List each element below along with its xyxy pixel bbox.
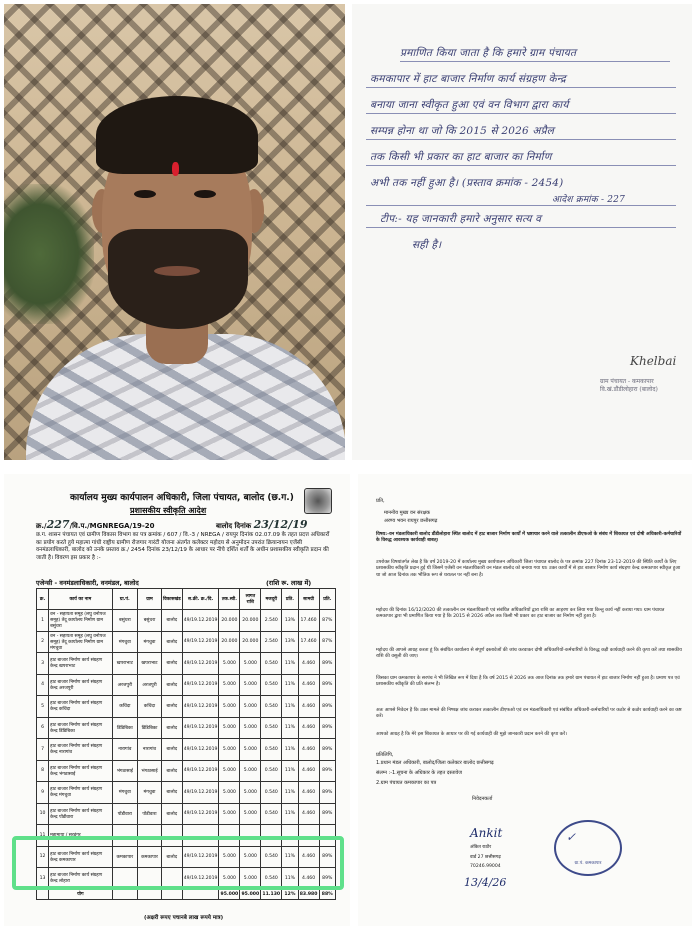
table-cell: भंगठासाई (138, 760, 162, 782)
table-cell: बालोद (161, 782, 182, 804)
table-cell: 49/19.12.2019 (182, 696, 219, 718)
table-cell: अरजपुरी (138, 674, 162, 696)
table-row (37, 674, 336, 696)
table-row (37, 696, 336, 718)
table-cell: नारागांव (138, 739, 162, 761)
table-cell: बसुंधरा (112, 610, 137, 632)
table-cell: 49/19.12.2019 (182, 803, 219, 825)
table-cell: 4.460 (298, 674, 319, 696)
table-cell: बालोद (161, 653, 182, 675)
table-cell (112, 889, 137, 899)
table-cell: 11% (282, 674, 298, 696)
table-cell: बालोद (161, 674, 182, 696)
table-cell: कचिंदा (138, 696, 162, 718)
highlight-box (12, 836, 344, 890)
ruled-line (366, 227, 676, 228)
table-cell: 2.540 (261, 631, 282, 653)
order-number-hand: 227 (46, 518, 70, 531)
table-row (37, 610, 336, 632)
table-row (37, 760, 336, 782)
received-seal (554, 820, 622, 876)
table-cell: 89% (319, 696, 335, 718)
table-cell: 4.460 (298, 653, 319, 675)
letter-paragraph: महोदय की दिनांक 16/12/2020 की तत्कालीन वन मंडलाधिकारी एवं संबंधित अधिकारियों द्वारा राशि का आहरण कर लिया गया किन्तु कार्य नहीं कराया गया। ग्राम पंचायत कमकापार द्वारा भी प्रमाणित किया गया है कि 2015 से 2026 अप्रैल तक किसी भी प्रकार का हाट बाजार का निर्माण नहीं हुआ है। (376, 608, 665, 620)
table-cell: 4 (37, 674, 49, 696)
table-cell: 0.540 (261, 674, 282, 696)
table-cell: बालोद (161, 610, 182, 632)
table-cell: 5.000 (240, 846, 261, 868)
table-cell: 5.000 (240, 868, 261, 890)
table-cell: 5.000 (219, 717, 240, 739)
table-cell: 87% (319, 631, 335, 653)
table-cell: वन - सहायता समूह (लघु वनोपज समूह) तेंदू कार्यालय निर्माण ग्राम मंगचुवा (49, 631, 112, 653)
table-cell: 9 (37, 782, 49, 804)
table-cell: 4.460 (298, 782, 319, 804)
table-row (37, 653, 336, 675)
amount-in-words: (अक्षरी रूपए पचानबे लाख रूपये मात्र) (144, 915, 224, 921)
enclosure-line: संलग्न :-1.सूचना के अधिकार के तहत दस्तावेज (376, 770, 463, 776)
table-cell: हाट बाजार निर्माण कार्य संग्रहण केन्द्र अरजपुरी (49, 674, 112, 696)
col-header: प्रति. (319, 589, 335, 610)
table-cell: वन - सहायता समूह (लघु वनोपज समूह) तेंदू कार्यालय निर्माण ग्राम बसुंधरा (49, 610, 112, 632)
table-cell: 89% (319, 846, 335, 868)
table-cell: 4.460 (298, 760, 319, 782)
sender-label: निवेदनकर्ता (472, 796, 493, 802)
table-cell: 20.000 (240, 610, 261, 632)
table-cell: 0.540 (261, 717, 282, 739)
table-cell: 5.000 (240, 760, 261, 782)
table-cell: 5.000 (240, 653, 261, 675)
col-header: ग्रा.पं. (112, 589, 137, 610)
table-cell: 0.540 (261, 696, 282, 718)
table-cell: हाट बाजार निर्माण कार्य संग्रहण केन्द्र कचिंदा (49, 696, 112, 718)
col-header: कार्य का नाम (49, 589, 112, 610)
table-cell: 88% (319, 889, 335, 899)
col-header: सामग्री (298, 589, 319, 610)
table-cell: 11% (282, 803, 298, 825)
order-date: बालोद दिनांक 23/12/19 (216, 518, 308, 531)
table-cell: 89% (319, 674, 335, 696)
table-cell: 17.460 (298, 610, 319, 632)
letter-paragraph: आपको आग्रह है कि मेरे इस शिकायत के आधार पर की गई कार्यवाही की मुझे जानकारी प्रदान करने की कृपा करें। (376, 732, 567, 737)
left-eye (134, 190, 156, 198)
table-cell: 11% (282, 760, 298, 782)
letter-paragraph: जिसका ग्राम कमकापार के सरपंच ने भी लिखित रूप में दिया है कि वर्ष 2015 से 2026 तक आज दिनांक तक हमारे ग्राम पंचायत में हाट बाजार निर्माण नहीं हुआ है। प्रमाण पत्र एवं प्रशासकीय स्वीकृति की प्रति संलग्न है। (376, 676, 680, 688)
table-header-row (37, 589, 336, 610)
note-line: तक किसी भी प्रकार का हाट बाजार का निर्माण (370, 151, 552, 163)
sender-signature: Ankit (470, 826, 503, 840)
table-cell: 1 (37, 610, 49, 632)
table-cell: 5.000 (240, 803, 261, 825)
table-cell: 0.540 (261, 739, 282, 761)
col-header: स.क्री. क्र./दि. (182, 589, 219, 610)
table-cell: 5.000 (240, 696, 261, 718)
col-header: मजदूरी (261, 589, 282, 610)
sender-line: 70246.99004 (470, 864, 501, 869)
table-cell: 0.540 (261, 868, 282, 890)
office-title: कार्यालय मुख्य कार्यपालन अधिकारी, जिला पंचायत, बालोद (छ.ग.) (70, 493, 294, 503)
table-cell: बसुंधरा (138, 610, 162, 632)
table-cell: खपराभाट (112, 653, 137, 675)
table-cell: 11% (282, 696, 298, 718)
table-cell: 20.000 (219, 610, 240, 632)
table-cell: 2.540 (261, 610, 282, 632)
table-cell: 83.980 (298, 889, 319, 899)
col-header: विकासखंड (161, 589, 182, 610)
table-cell: 5.000 (219, 760, 240, 782)
table-cell: 5.000 (240, 739, 261, 761)
table-cell: 5.000 (219, 803, 240, 825)
table-cell: 89% (319, 717, 335, 739)
table-cell: 5.000 (240, 674, 261, 696)
table-cell: 3 (37, 653, 49, 675)
table-cell: बालोद (161, 846, 182, 868)
table-cell: 12 (37, 846, 49, 868)
enclosure-line: 2.ग्राम पंचायत कमकापार का पत्र (376, 780, 437, 786)
tilak-mark (172, 162, 179, 176)
table-cell: 89% (319, 739, 335, 761)
seal-initials: ✓ (566, 830, 577, 844)
stamp-line: वि.खं.डौंडीलोहारा (बालोद) (600, 386, 658, 393)
letter-subject: विषय:-वन मंडलाधिकारी बालोद डौंडीलोहारा स्थित बालोद में हाट बाजार निर्माण कार्यों में भ्रष्टाचार करने वाले तत्कालीन डीएफओ के संबंध में शिकायत एवं दोषी अधिकारी-कर्मचारियों के विरुद्ध आवश्यक कार्यवाही बाबत्। (376, 532, 682, 544)
table-cell: 11% (282, 846, 298, 868)
table-cell: बालोद (161, 631, 182, 653)
order-date-hand: 23/12/19 (253, 518, 308, 531)
addressee-line: अरण्य भवन रायपुर छत्तीसगढ़ (384, 518, 438, 524)
table-cell: बालोद (161, 696, 182, 718)
emblem-icon (304, 488, 332, 514)
sender-line: वार्ड 27 छत्तीसगढ़ (470, 855, 501, 860)
table-row (37, 782, 336, 804)
table-cell: महामाया / सुरडूंगर (49, 825, 112, 847)
table-cell: 89% (319, 653, 335, 675)
table-cell: हाट बाजार निर्माण कार्य संग्रहण केन्द्र लोहारा (49, 868, 112, 890)
note-line: टीप:- यह जानकारी हमारे अनुसार सत्य व (380, 213, 542, 225)
table-cell: 5.000 (219, 846, 240, 868)
order-body-text: छ.ग. शासन पंचायत एवं ग्रामीण विकास विभाग का पत्र क्रमांक / 607 / वि.-3 / NREGA / रायपुर दिनांक 02.07.09 के तहत प्रदत्त अधिकारों का प्रयोग करते हुये महात्मा गांधी राष्ट्रीय ग्रामीण रोजगार गारंटी योजना अंतर्गत कलेक्टर महोदय से अनुमोदन उपरांत क्रियान्वयन एजेंसी वनमंडलाधिकारी, बालोद को उनके प्रस्ताव क्र./ 2454 दिनांक 23/12/19 के आधार पर नीचे दर्शित शर्तों के अधीन प्रशासकीय स्वीकृति प्रदान की जाती है। विवरण इस प्रकार है :- (36, 532, 330, 561)
col-header: ग्राम (138, 589, 162, 610)
table-cell: 11% (282, 717, 298, 739)
note-line: कमकापार में हाट बाजार निर्माण कार्य संग्रहण केन्द्र (370, 73, 566, 85)
addressee-line: माननीय मुख्य वन संरक्षक (384, 510, 431, 516)
col-header: क्र. (37, 589, 49, 610)
letter-date: 13/4/26 (464, 876, 507, 889)
table-cell: 49/19.12.2019 (182, 760, 219, 782)
unit-note: (राशि रू. लाख में) (266, 579, 312, 587)
stamp-line: ग्राम पंचायत - कमकापार (600, 378, 654, 385)
table-cell: 20.000 (219, 631, 240, 653)
ruled-line (400, 61, 670, 62)
table-cell (138, 889, 162, 899)
ruled-line (366, 205, 676, 206)
handwritten-certificate (352, 4, 692, 460)
table-cell: नारागांव (112, 739, 137, 761)
right-eye (194, 190, 216, 198)
table-cell: 6 (37, 717, 49, 739)
table-cell: 4.460 (298, 739, 319, 761)
note-line: अभी तक नहीं हुआ है। (प्रस्ताव क्रमांक - 2454) (370, 177, 564, 189)
table-cell: 11 (37, 825, 49, 847)
table-cell: 4.460 (298, 868, 319, 890)
table-cell: मंगचुवा (138, 631, 162, 653)
table-cell: 5.000 (240, 717, 261, 739)
table-cell: 13 (37, 868, 49, 890)
table-cell: 0.540 (261, 760, 282, 782)
beard (108, 229, 248, 329)
table-cell: बालोद (161, 717, 182, 739)
portrait-photo (4, 4, 345, 460)
ruled-line (366, 87, 676, 88)
table-cell: हाट बाजार निर्माण कार्य संग्रहण केन्द्र नारागांव (49, 739, 112, 761)
table-cell: 11% (282, 782, 298, 804)
letter-paragraph: महोदय की आपसे आग्रह करता हूं कि संबंधित कार्यालय से संपूर्ण दस्तावेजों की जांच करवाकर दोषी अधिकारियों-कर्मचारियों के विरुद्ध कड़ी कार्यवाही करने की कृपा करें तथा शासकीय राशि की वसूली की जाए। (376, 648, 682, 660)
table-cell: कचिंदा (112, 696, 137, 718)
letter-paragraph: अतः आपसे निवेदन है कि उक्त मामले की निष्पक्ष जांच कराकर तत्कालीन डीएफओ एवं वन मंडलाधिकारी एवं संबंधित अधिकारी-कर्मचारियों पर कठोर से कठोर कार्यवाही करने का कष्ट करें। (376, 708, 682, 720)
enclosure-line: प्रतिलिपि, (376, 752, 394, 758)
table-cell (37, 889, 49, 899)
table-cell: 17.460 (298, 631, 319, 653)
table-cell: 11% (282, 739, 298, 761)
table-cell: 49/19.12.2019 (182, 739, 219, 761)
table-cell: 89% (319, 803, 335, 825)
table-cell: 11.130 (261, 889, 282, 899)
note-line: प्रमाणित किया जाता है कि हमारे ग्राम पंचायत (400, 47, 577, 59)
sender-line: अंकित राठौर (470, 845, 492, 850)
table-cell: हाट बाजार निर्माण कार्य संग्रहण केन्द्र खपराभाट (49, 653, 112, 675)
table-cell: 49/19.12.2019 (182, 846, 219, 868)
table-cell: 5.000 (219, 674, 240, 696)
table-cell: हाट बाजार निर्माण कार्य संग्रहण केन्द्र भंगठासाई (49, 760, 112, 782)
table-cell: हाट बाजार निर्माण कार्य संग्रहण केन्द्र डिंडिबिका (49, 717, 112, 739)
table-total-row (37, 889, 336, 899)
table-cell: 89% (319, 782, 335, 804)
table-cell: 13% (282, 610, 298, 632)
table-cell: 5.000 (219, 696, 240, 718)
table-cell: 10 (37, 803, 49, 825)
note-line: सही है। (412, 239, 442, 251)
mouth (154, 266, 200, 276)
table-cell: 49/19.12.2019 (182, 631, 219, 653)
table-cell: कमकापार (112, 846, 137, 868)
ruled-line (366, 113, 676, 114)
table-cell: कमकापार (138, 846, 162, 868)
table-cell: 89% (319, 760, 335, 782)
table-cell: 7 (37, 739, 49, 761)
table-cell: 12% (282, 889, 298, 899)
table-cell: 13% (282, 631, 298, 653)
order-number: क्र./227/वि.प./MGNREGA/19-20 (36, 518, 155, 531)
table-cell: 4.460 (298, 846, 319, 868)
table-cell: हाट बाजार निर्माण कार्य संग्रहण केन्द्र कमकापार (49, 846, 112, 868)
seal-text: ग्रा.पं. कमकापार (574, 861, 602, 866)
table-row (37, 717, 336, 739)
table-row (37, 803, 336, 825)
table-cell: मंगचुवा (138, 782, 162, 804)
table-cell: 0.540 (261, 846, 282, 868)
table-cell: 87% (319, 610, 335, 632)
agency-label: एजेन्सी - वनमंडलाधिकारी, वनमंडल, बालोद (36, 579, 139, 587)
table-cell: 49/19.12.2019 (182, 653, 219, 675)
table-cell: 4.460 (298, 696, 319, 718)
table-cell: मंगचुवा (112, 782, 137, 804)
order-title: प्रशासकीय स्वीकृति आदेश (130, 506, 207, 515)
col-header: लागत राशि (240, 589, 261, 610)
table-cell: 0.540 (261, 653, 282, 675)
table-cell: डिंडिबिका (138, 717, 162, 739)
signature: Khelbai (630, 354, 677, 368)
addressee-line: प्रति, (376, 498, 385, 504)
administrative-approval-order (4, 474, 350, 926)
table-cell: 11% (282, 653, 298, 675)
table-cell: 4.460 (298, 803, 319, 825)
note-line: बनाया जाना स्वीकृत हुआ एवं वन विभाग द्वारा कार्य (370, 99, 569, 111)
table-cell: 0.540 (261, 782, 282, 804)
table-cell: 95.000 (219, 889, 240, 899)
table-cell: 89% (319, 868, 335, 890)
ruled-line (366, 165, 676, 166)
table-cell: 49/19.12.2019 (182, 782, 219, 804)
table-cell: पोंडीवारा (112, 803, 137, 825)
complaint-letter (358, 474, 692, 926)
table-row (37, 739, 336, 761)
foliage-background (4, 184, 94, 324)
col-header: प्रति. (282, 589, 298, 610)
table-cell: 20.000 (240, 631, 261, 653)
table-cell: 5 (37, 696, 49, 718)
table-cell: 5.000 (219, 739, 240, 761)
table-cell: 2 (37, 631, 49, 653)
table-cell: मंगचुवा (112, 631, 137, 653)
table-cell (182, 889, 219, 899)
col-header: तक.स्वी. (219, 589, 240, 610)
table-cell: अरजपुरी (112, 674, 137, 696)
table-cell: 5.000 (219, 653, 240, 675)
table-cell: हाट बाजार निर्माण कार्य संग्रहण केन्द्र पोंडीवारा (49, 803, 112, 825)
enclosure-line: 1.प्रधान मंडल अधिकारी, बालोद/जिला कलेक्टर बालोद छत्तीसगढ़ (376, 760, 494, 766)
ruled-line (366, 139, 676, 140)
table-cell: 11% (282, 868, 298, 890)
letter-paragraph: उपरोक्त विषयांतर्गत लेख है कि वर्ष 2019-20 में कार्यालय मुख्य कार्यपालन अधिकारी जिला पंचायत बालोद के पत्र क्रमांक 227 दिनांक 23-12-2019 की स्थिति कार्यों के लिए प्रशासकीय स्वीकृति प्रदान हुई थी जिसमें एजेंसी वन मंडलाधिकारी वन मंडल बालोद को बनाया गया था। उक्त कार्यों में से हाट बाजार निर्माण कार्य संग्रहण केन्द्र कमकापार स्वीकृत हुआ था जो आज दिनांक तक भौतिक रूप से धरातल पर नहीं बना है। (376, 560, 681, 578)
table-cell: 0.540 (261, 803, 282, 825)
table-cell: योग (49, 889, 112, 899)
table-cell: पोंडीवारा (138, 803, 162, 825)
table-cell: 4.460 (298, 717, 319, 739)
note-line: आदेश क्रमांक - 227 (552, 195, 626, 205)
table-cell: 95.000 (240, 889, 261, 899)
table-cell: 8 (37, 760, 49, 782)
table-cell: 5.000 (219, 868, 240, 890)
table-cell: भंगठासाई (112, 760, 137, 782)
table-cell: 5.000 (240, 782, 261, 804)
table-cell: 49/19.12.2019 (182, 610, 219, 632)
table-row (37, 631, 336, 653)
note-line: सम्पन्न होना था जो कि 2015 से 2026 अप्रैल (370, 125, 555, 137)
panchayat-stamp (600, 378, 690, 394)
table-cell: बालोद (161, 760, 182, 782)
table-cell: 49/19.12.2019 (182, 674, 219, 696)
table-cell: बालोद (161, 803, 182, 825)
table-cell: डिंडिबिका (112, 717, 137, 739)
table-cell: हाट बाजार निर्माण कार्य संग्रहण केन्द्र मंगचुवा (49, 782, 112, 804)
table-cell (161, 889, 182, 899)
table-cell: 5.000 (219, 782, 240, 804)
table-cell: 49/19.12.2019 (182, 717, 219, 739)
table-cell: बालोद (161, 739, 182, 761)
table-cell: 49/19.12.2019 (182, 868, 219, 890)
table-cell: खपराभाट (138, 653, 162, 675)
